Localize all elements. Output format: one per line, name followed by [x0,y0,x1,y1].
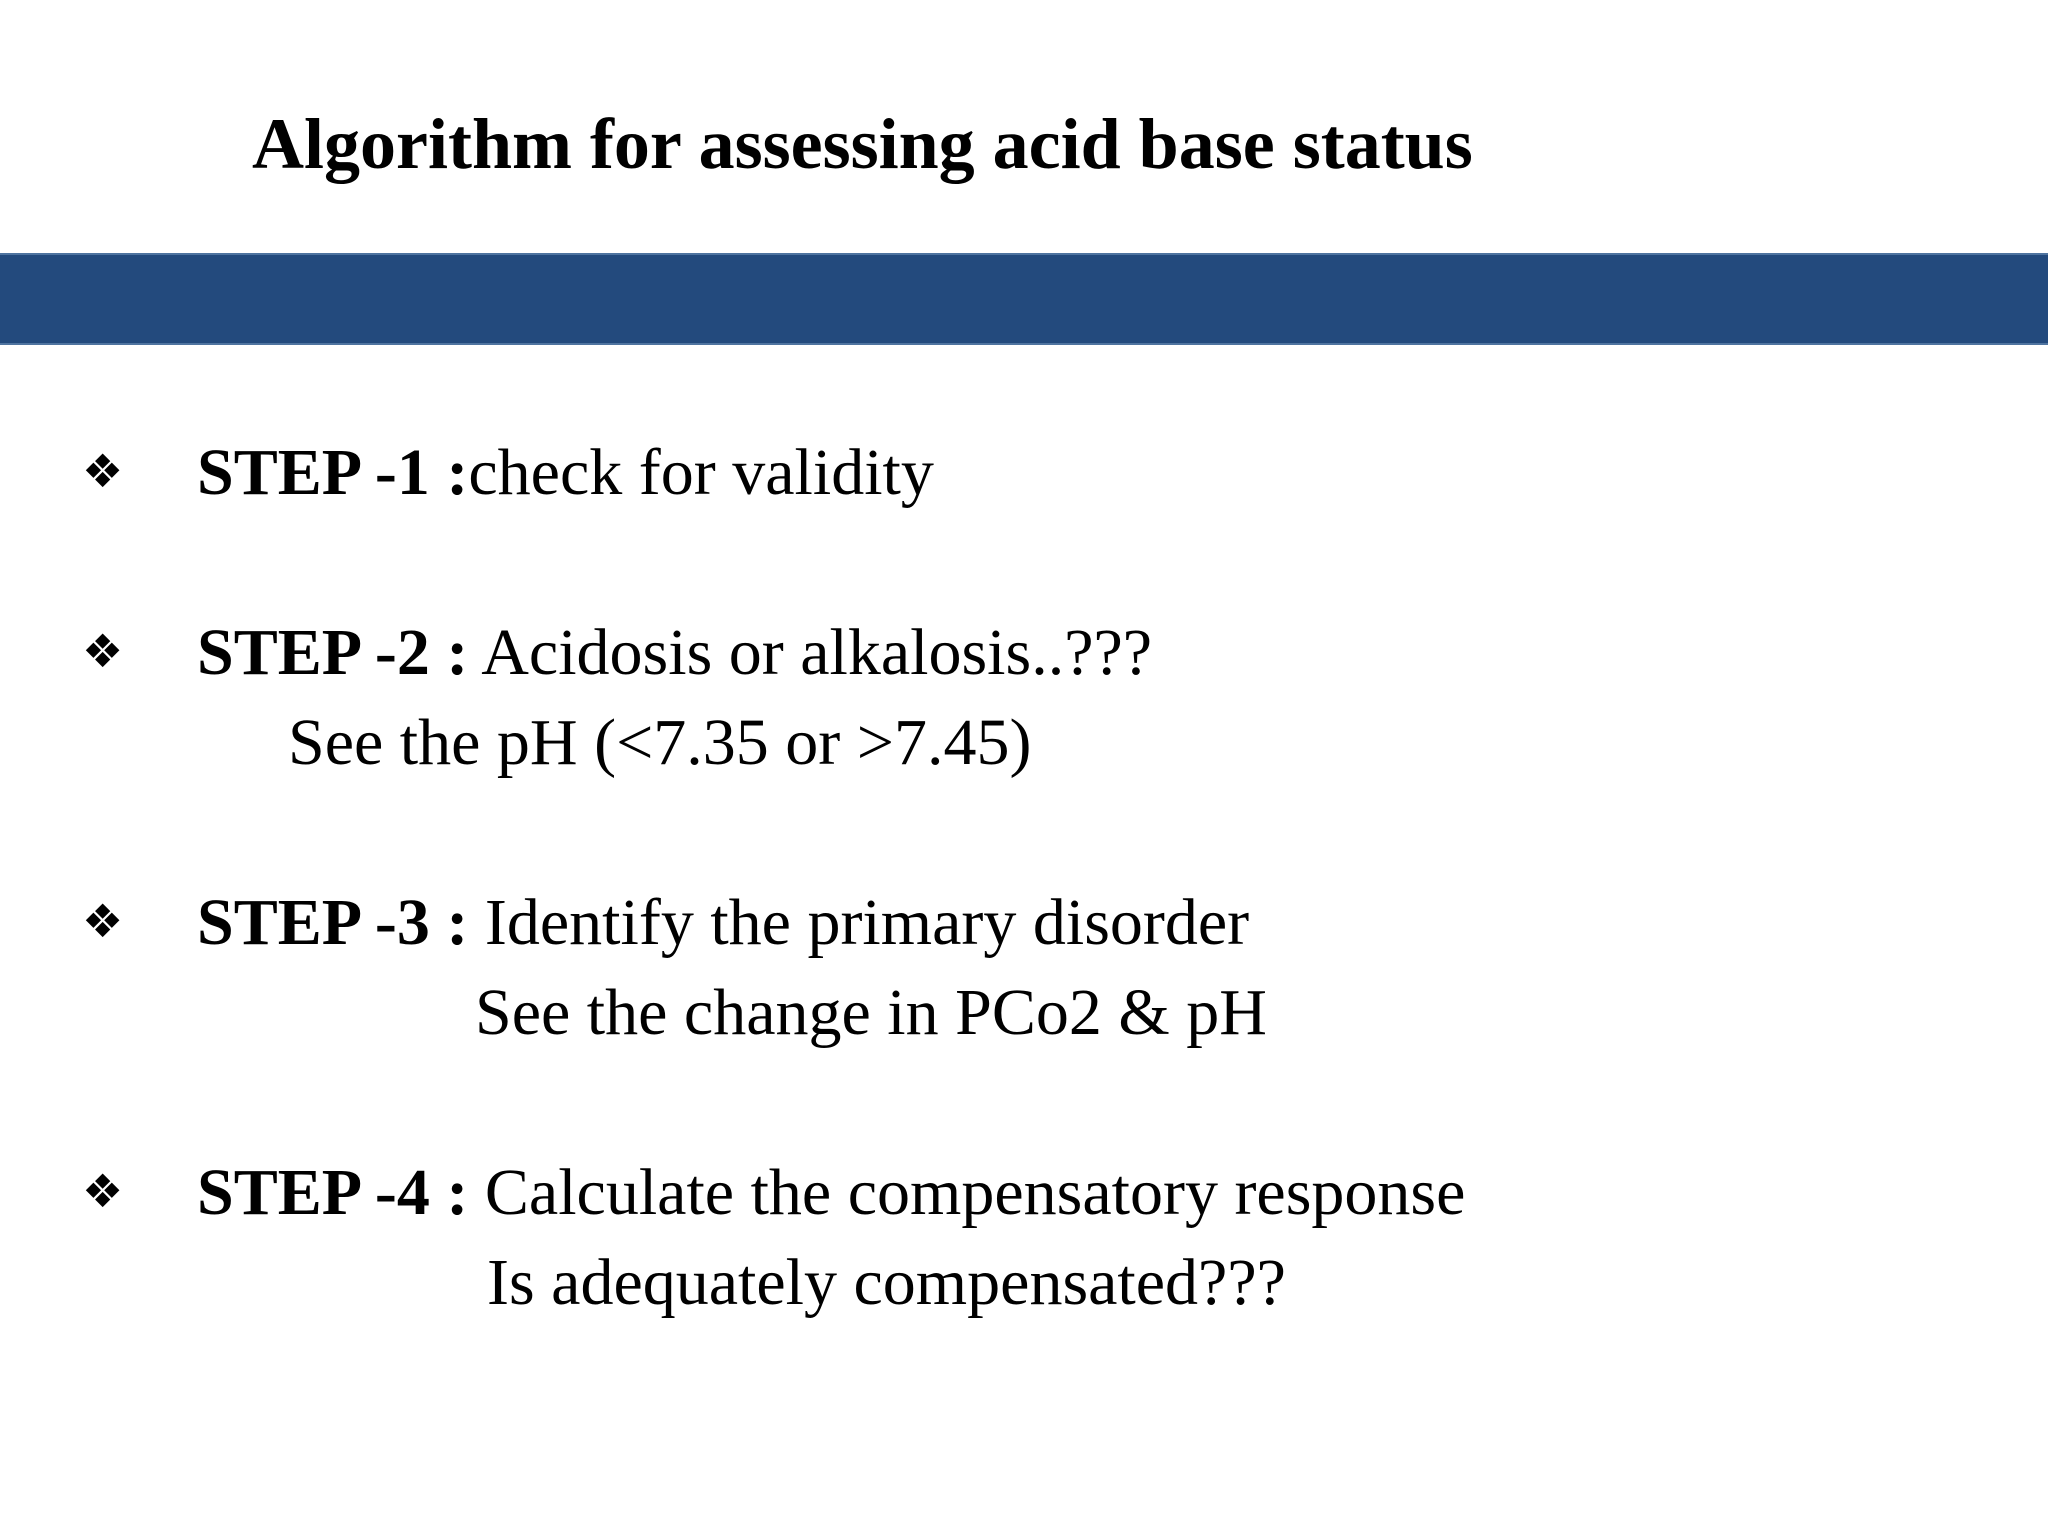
four-diamond-bullet-icon: ❖ [82,894,124,948]
slide-title: Algorithm for assessing acid base status [252,104,1473,184]
step-label: STEP -2 : [197,616,469,689]
step-text: Identify the primary disorder [468,886,1250,959]
step-subtext: Is adequately compensated??? [487,1246,1286,1319]
step-text: Calculate the compensatory response [468,1156,1466,1229]
step-label: STEP -1 : [197,436,469,509]
step-line [197,1156,1466,1229]
four-diamond-bullet-icon: ❖ [82,624,124,678]
step-line [197,616,1153,689]
step-label: STEP -3 : [197,886,469,959]
step-line [197,886,1250,959]
four-diamond-bullet-icon: ❖ [82,444,124,498]
step-line [197,436,934,509]
step-label: STEP -4 : [197,1156,469,1229]
four-diamond-bullet-icon: ❖ [82,1164,124,1218]
step-subtext: See the pH (<7.35 or >7.45) [288,706,1032,779]
step-subtext: See the change in PCo2 & pH [475,976,1267,1049]
title-band [0,253,2048,345]
step-text: Acidosis or alkalosis..??? [468,616,1153,689]
step-text: check for validity [468,436,934,509]
